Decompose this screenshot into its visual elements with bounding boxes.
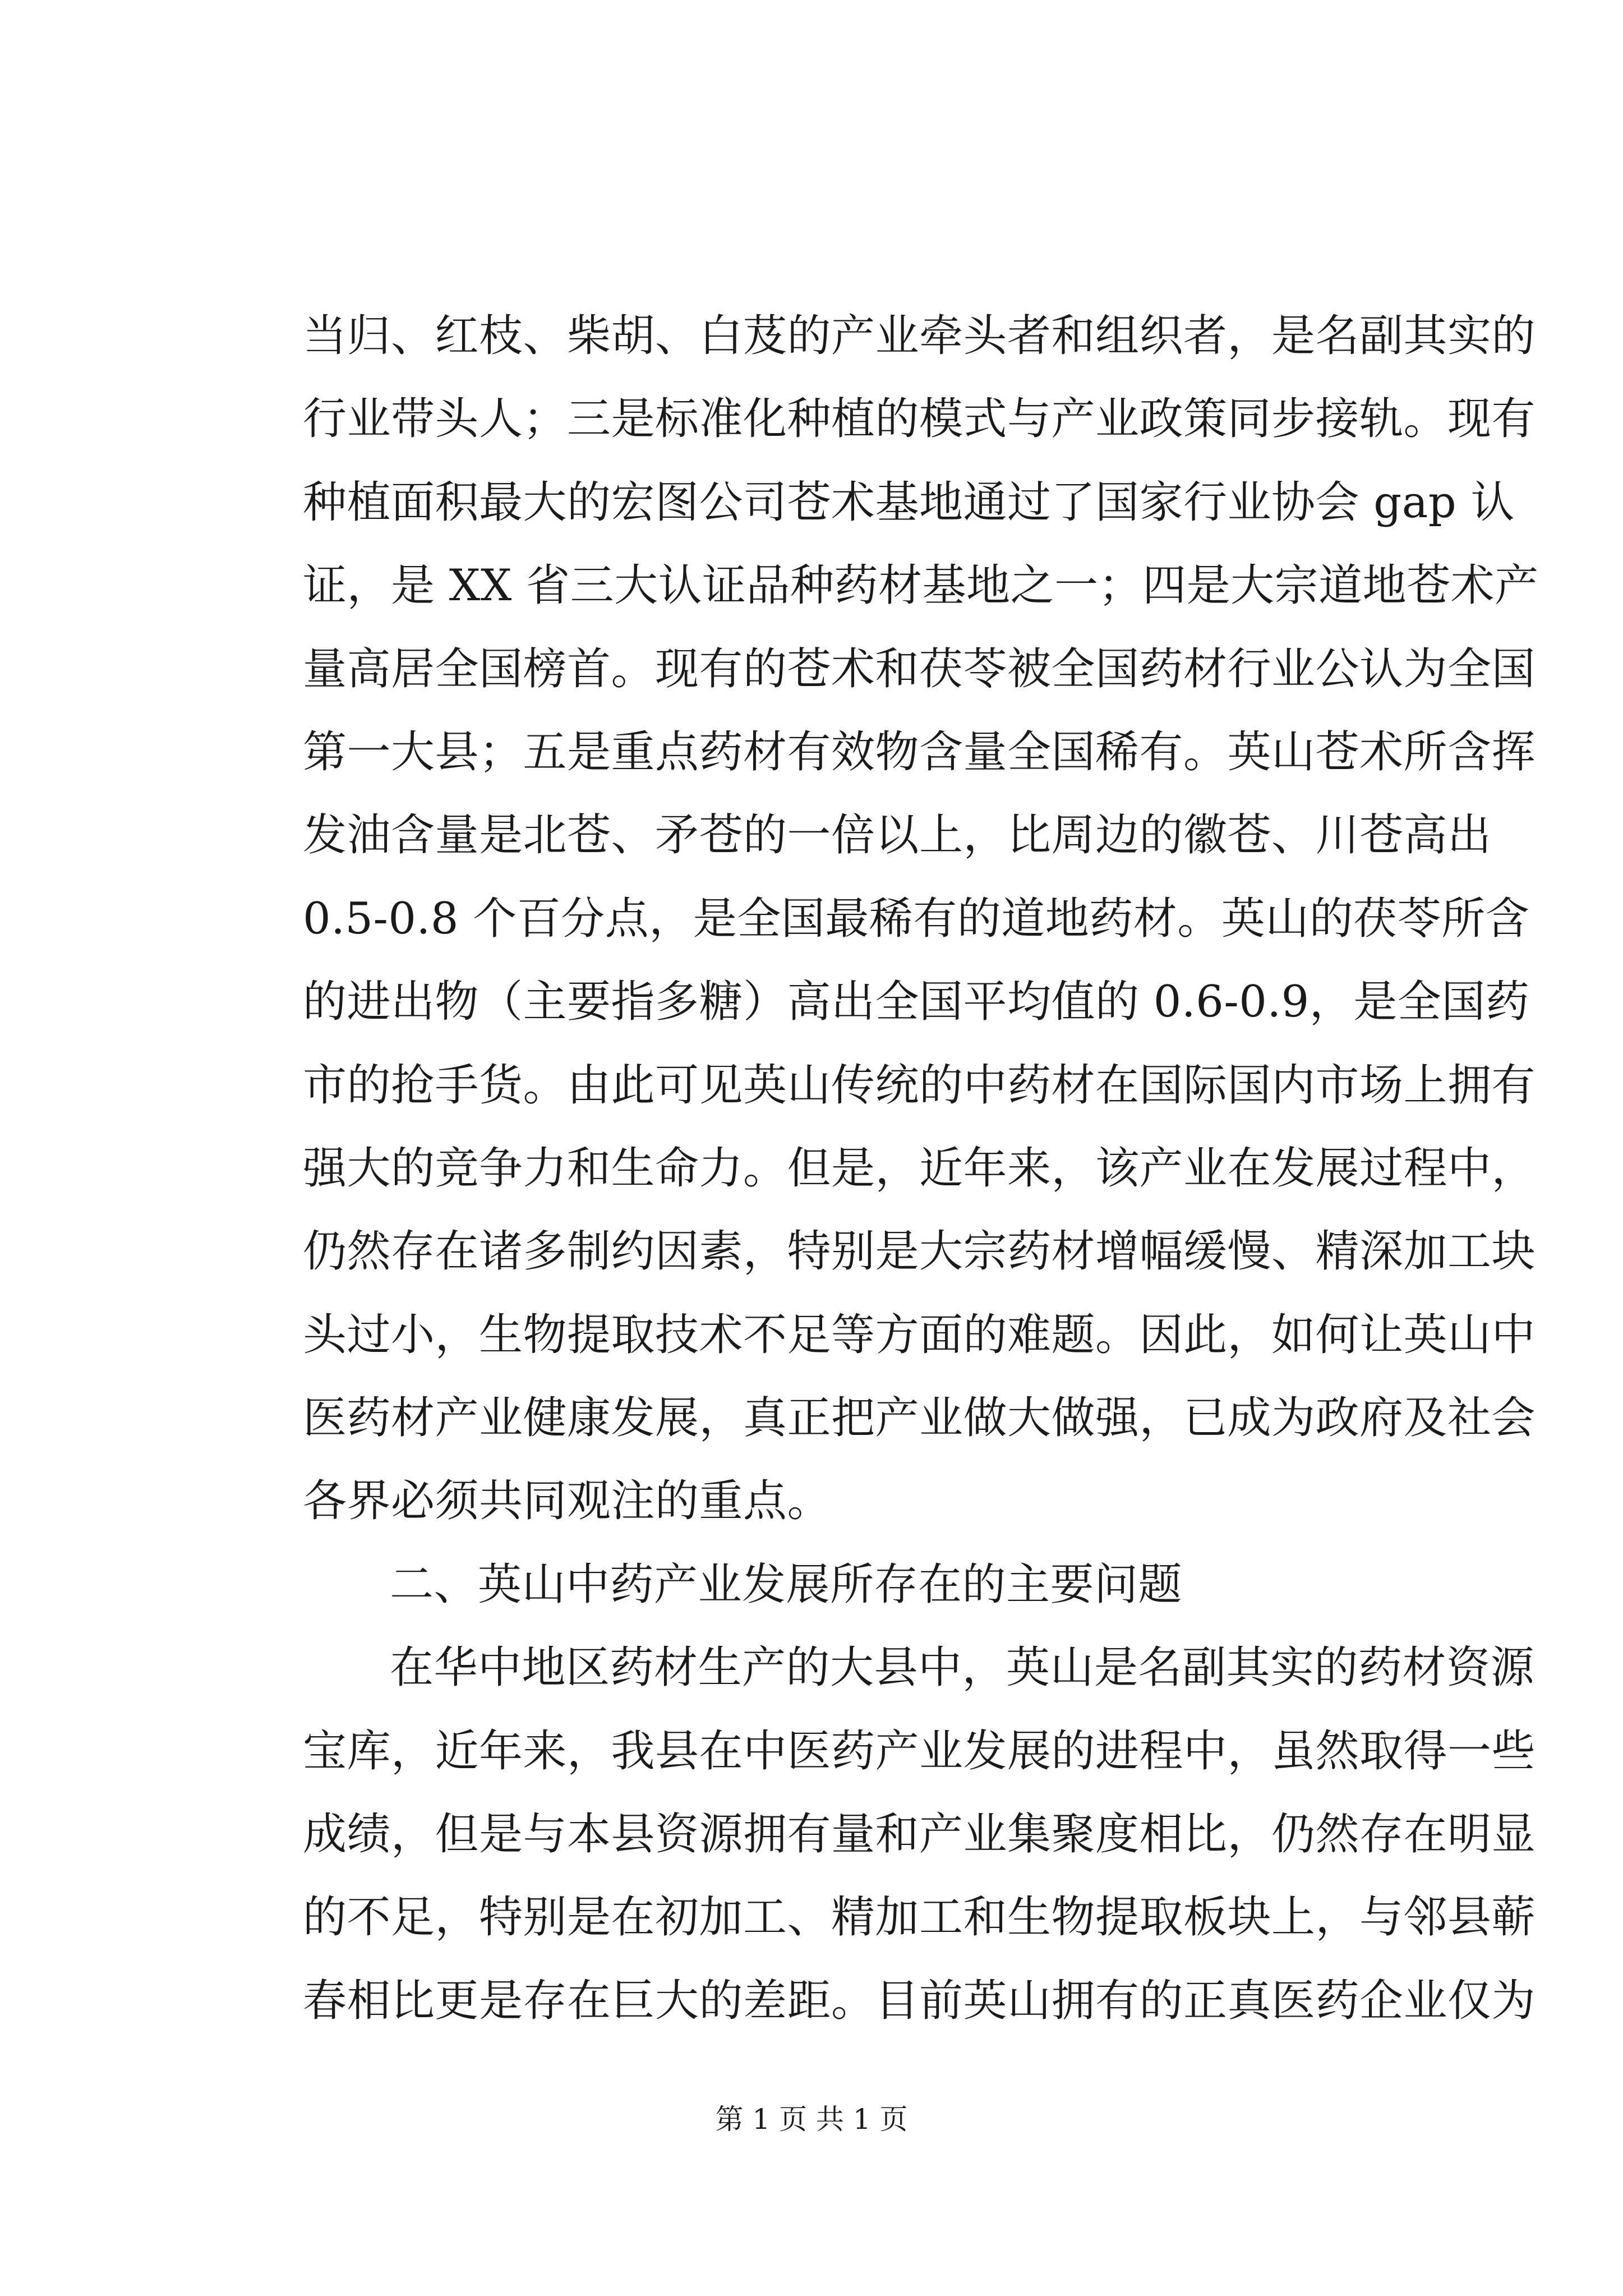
page-footer: 第 1 页 共 1 页 [715,2103,908,2136]
paragraph-line: 种植面积最大的宏图公司苍术基地通过了国家行业协会 gap 认 [303,477,1515,528]
section-heading: 二、英山中药产业发展所存在的主要问题 [390,1559,1183,1610]
paragraph-line: 证，是 XX 省三大认证品种药材基地之一；四是大宗道地苍术产 [303,560,1539,611]
paragraph-line: 当归、红枝、柴胡、白芨的产业牵头者和组织者，是名副其实的 [303,311,1536,361]
paragraph-line: 强大的竞争力和生命力。但是，近年来，该产业在发展过程中， [303,1143,1536,1194]
paragraph-line: 仍然存在诸多制约因素，特别是大宗药材增幅缓慢、精深加工块 [303,1226,1536,1277]
paragraph-line: 市的抢手货。由此可见英山传统的中药材在国际国内市场上拥有 [303,1060,1536,1111]
paragraph-line: 成绩，但是与本县资源拥有量和产业集聚度相比，仍然存在明显 [303,1809,1536,1860]
paragraph-line: 行业带头人；三是标准化种植的模式与产业政策同步接轨。现有 [303,394,1536,445]
paragraph-line: 在华中地区药材生产的大县中，英山是名副其实的药材资源 [390,1642,1535,1694]
paragraph-line: 量高居全国榜首。现有的苍术和茯苓被全国药材行业公认为全国 [303,643,1536,694]
paragraph-line: 医药材产业健康发展，真正把产业做大做强，已成为政府及社会 [303,1393,1536,1444]
paragraph-line: 0.5-0.8 个百分点，是全国最稀有的道地药材。英山的茯苓所含 [303,893,1530,944]
paragraph-line: 春相比更是存在巨大的差距。目前英山拥有的正真医药企业仅为 [303,1975,1536,2026]
paragraph-line: 各界必须共同观注的重点。 [303,1476,832,1527]
document-body [303,295,1539,2042]
paragraph-line: 发油含量是北苍、矛苍的一倍以上，比周边的徽苍、川苍高出 [303,810,1492,861]
paragraph-line: 的不足，特别是在初加工、精加工和生物提取板块上，与邻县蕲 [303,1892,1536,1943]
paragraph-line: 第一大县；五是重点药材有效物含量全国稀有。英山苍术所含挥 [303,726,1536,777]
paragraph-line: 宝库，近年来，我县在中医药产业发展的进程中，虽然取得一些 [303,1726,1536,1777]
paragraph-line: 的进出物（主要指多糖）高出全国平均值的 0.6-0.9，是全国药 [303,977,1530,1028]
paragraph-line: 头过小，生物提取技术不足等方面的难题。因此，如何让英山中 [303,1309,1536,1360]
